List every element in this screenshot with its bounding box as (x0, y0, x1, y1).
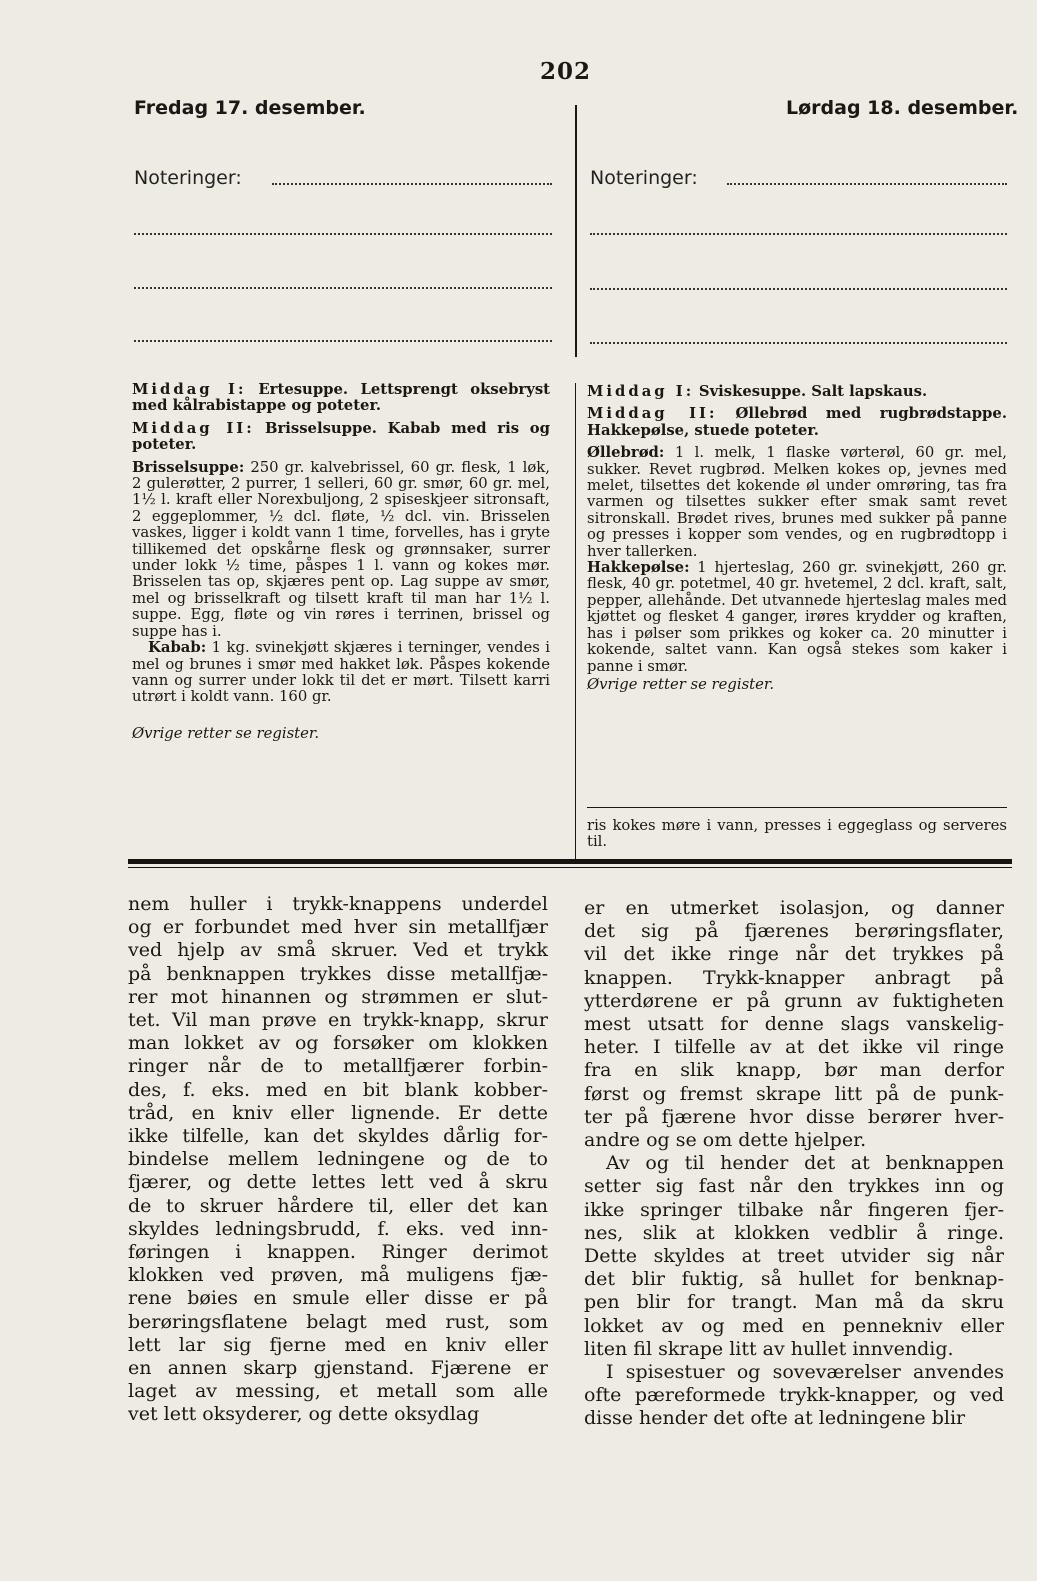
body-line: tet. Vil man prøve en trykk-knapp, skrur (128, 1009, 548, 1032)
left-footer-register: Øvrige retter se register. (132, 724, 320, 742)
right-middag-2: Middag II: Øllebrød med rugbrødstappe. Hakkepølse, stuede poteter. (587, 405, 1007, 439)
right-middag-1: Middag I: Sviskesuppe. Salt lapskaus. (587, 383, 928, 400)
body-line: det blir fuktig, så hullet for benknap- (584, 1268, 1004, 1291)
body-line: først og fremst skrape litt på de punk- (584, 1082, 1004, 1105)
body-line: nes, slik at klokken vedblir å ringe. (584, 1221, 1004, 1244)
body-line: bindelse mellem ledningene og de to (128, 1148, 548, 1171)
body-line: liten fil skrape litt av hullet innvendig. (584, 1337, 954, 1360)
column-divider-top (575, 105, 577, 357)
body-line: des, f. eks. med en bit blank kobber- (128, 1078, 548, 1101)
right-notes-label: Noteringer: (590, 167, 698, 189)
body-line: Dette skyldes at treet utvider sig når (584, 1245, 1004, 1268)
body-line: lett lar sig fjerne med en kniv eller (128, 1333, 548, 1356)
left-menu-column (132, 382, 550, 742)
body-line: klokken ved prøven, må muligens fjæ- (128, 1264, 548, 1287)
section-rule-thick (128, 859, 1012, 864)
body-line: laget av messing, et metall som alle (128, 1380, 548, 1403)
body-line: en annen skarp gjenstand. Fjærene er (128, 1357, 548, 1380)
body-line: på benknappen trykkes disse metallfjæ- (128, 962, 548, 985)
body-line: setter sig fast når den trykkes inn og (584, 1175, 1004, 1198)
left-recipe-kabab: Kabab: 1 kg. svinekjøtt skjæres i terninger, vendes i mel og brunes i smør med hakket løk. Påspes kokende vann og surrer under lokk til det er mørt. Tilsett karri utrørt i koldt vann. 160 gr. (132, 639, 550, 706)
right-notes-dotline-4 (590, 342, 1007, 344)
body-line: skyldes ledningsbrudd, f. eks. ved inn- (128, 1217, 548, 1240)
body-line: ikke tilfelle, kan det skyldes dårlig for- (128, 1125, 548, 1148)
body-line: nem huller i trykk-knappens underdel (128, 893, 548, 915)
body-line: knappen. Trykk-knapper anbragt på (584, 966, 1004, 989)
body-line: tråd, en kniv eller lignende. Er dette (128, 1101, 548, 1124)
right-notes-dotline-2 (590, 233, 1007, 235)
left-middag-1: Middag I: Ertesuppe. Lettsprengt oksebryst med kålrabistappe og poteter. (132, 381, 550, 415)
left-notes-dotline-2 (134, 233, 552, 235)
body-line: ytterdørene er på grunn av fuktigheten (584, 989, 1004, 1012)
body-line: og er forbundet med hver sin metallfjær (128, 916, 548, 939)
body-line: Av og til hender det at benknappen (606, 1152, 1004, 1175)
right-footer-register: Øvrige retter se register. (587, 675, 775, 693)
right-recipe-ollebrod: Øllebrød: 1 l. melk, 1 flaske vørterøl, 60 gr. mel, sukker. Revet rugbrød. Melken kokes op, jevnes med melet, tilsettes det kokende øl under omrøring, tas fra varmen og tilsettes sukker efter smak samt revet sitronskall. Brødet rives, brunes med sukker på panne og presses i kopper som vendes, og en rugbrødtopp i hver tallerken. (587, 444, 1007, 560)
body-line: ringer når de to metallfjærer forbin- (128, 1055, 548, 1078)
body-line: lokket av og med en pennekniv eller (584, 1314, 1004, 1337)
column-divider-middle (575, 383, 576, 859)
left-middag-2: Middag II: Brisselsuppe. Kabab med ris og poteter. (132, 419, 550, 454)
left-notes-dotline-4 (134, 340, 552, 342)
body-line: andre og se om dette hjelper. (584, 1129, 867, 1152)
body-line: ved hjelp av små skruer. Ved et trykk (128, 939, 548, 962)
section-rule-thin (128, 867, 1012, 868)
body-line: pen blir for trangt. Man må da skru (584, 1291, 1004, 1314)
body-line: er en utmerket isolasjon, og danner (584, 897, 1004, 919)
body-line: ter på fjærene hvor disse berører hver- (584, 1105, 1004, 1128)
body-text-right-column (584, 897, 1004, 1431)
left-notes-dotline-1 (272, 183, 552, 185)
body-line: man lokket av og forsøker om klokken (128, 1032, 548, 1055)
body-line: fjærer, og dette lettes lett ved å skru (128, 1171, 548, 1194)
body-line: fra en slik knapp, bør man derfor (584, 1059, 1004, 1082)
right-day-heading: Lørdag 18. desember. (786, 97, 1019, 119)
body-line: det sig på fjærenes berøringsflater, (584, 920, 1004, 943)
body-line: heter. I tilfelle av at det ikke vil ringe (584, 1036, 1004, 1059)
page-number: 202 (540, 58, 592, 85)
body-line: føringen i knappen. Ringer derimot (128, 1241, 548, 1264)
right-footer-rule (587, 807, 1007, 808)
body-line: mest utsatt for denne slags vanskelig- (584, 1013, 1004, 1036)
body-text-left-column (128, 893, 548, 1427)
left-notes-dotline-3 (134, 287, 552, 289)
right-notes-dotline-1 (727, 183, 1007, 185)
body-line: ofte pæreformede trykk-knapper, og ved (584, 1384, 1004, 1407)
right-continuation-text: ris kokes møre i vann, presses i eggeglass og serveres til. (587, 817, 1007, 851)
body-line: vet lett oksyderer, og dette oksydlag (128, 1403, 480, 1426)
body-line: vil det ikke ringe når det trykkes på (584, 943, 1004, 966)
left-recipe-brisselsuppe: Brisselsuppe: 250 gr. kalvebrissel, 60 gr. flesk, 1 løk, 2 gulerøtter, 2 purrer, 1 selleri, 60 gr. smør, 60 gr. mel, 1½ l. kraft eller Norexbuljong, 2 spiseskjeer sitronsaft, 2 eggeplommer, ½ dcl. fløte, ½ dcl. vin. Brisselen vaskes, ligger i koldt vann 1 time, forvelles, has i gryte tillikemed det opskårne flesk og grønnsaker, surrer under lokk ½ time, påspes 1 l. vann og kokes mør. Brisselen tas op, skjæres pent op. Lag suppe av smør, mel og brisselkraft og tilsett kraft til man har 1½ l. suppe. Egg, fløte og vin røres i terrinen, brissel og suppe has i. (132, 458, 550, 640)
body-line: rer mot hinannen og strømmen er slut- (128, 985, 548, 1008)
body-line: ikke springer tilbake når fingeren fjer- (584, 1198, 1004, 1221)
body-line: rene bøies en smule eller disse er på (128, 1287, 548, 1310)
right-menu-column (587, 384, 1007, 693)
right-recipe-hakkepolse: Hakkepølse: 1 hjerteslag, 260 gr. svinekjøtt, 260 gr. flesk, 40 gr. potetmel, 40 gr. hvetemel, 2 dcl. kraft, salt, pepper, allehånde. Det utvannede hjerteslag males med kjøttet og flesket 4 ganger, irøres krydder og kraften, has i pølser som prikkes og koker ca. 20 minutter i kokende, saltet vann. Kan også stekes som kaker i panne i smør. (587, 559, 1007, 675)
body-line: de to skruer hårdere til, eller det kan (128, 1194, 548, 1217)
right-notes-dotline-3 (590, 288, 1007, 290)
body-line: berøringsflatene belagt med rust, som (128, 1310, 548, 1333)
left-notes-label: Noteringer: (134, 167, 242, 189)
left-day-heading: Fredag 17. desember. (134, 97, 366, 119)
body-line: I spisestuer og soveværelser anvendes (606, 1361, 1004, 1384)
body-line: disse hender det ofte at ledningene blir (584, 1407, 966, 1430)
